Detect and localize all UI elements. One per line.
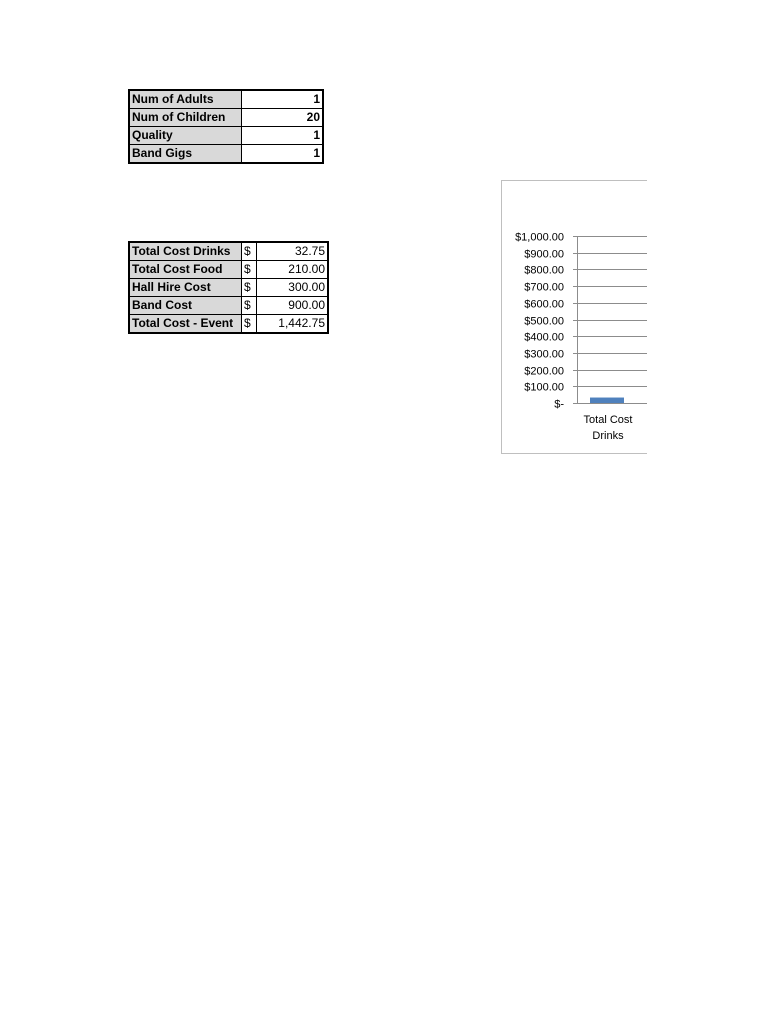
- y-tick-label: $300.00: [524, 348, 564, 361]
- row-value[interactable]: 20: [242, 109, 324, 127]
- row-label[interactable]: Hall Hire Cost: [129, 279, 242, 297]
- table-row: [129, 242, 328, 261]
- row-label[interactable]: Band Cost: [129, 297, 242, 315]
- table-row: [129, 90, 323, 109]
- row-label[interactable]: Total Cost Drinks: [129, 242, 242, 261]
- currency-symbol[interactable]: $: [242, 261, 257, 279]
- bar-total-cost-drinks: [590, 398, 624, 403]
- table-row: [129, 127, 323, 145]
- table-row: [129, 145, 323, 164]
- cost-chart[interactable]: [501, 180, 647, 454]
- y-tick-label: $700.00: [524, 281, 564, 294]
- y-tick-label: $-: [554, 398, 564, 411]
- y-tick-label: $900.00: [524, 248, 564, 261]
- table-row: [129, 279, 328, 297]
- y-tick-label: $100.00: [524, 381, 564, 394]
- y-tick-label: $600.00: [524, 298, 564, 311]
- y-tick-label: $400.00: [524, 331, 564, 344]
- x-category-label: Total Cost: [583, 414, 633, 426]
- row-amount[interactable]: 32.75: [257, 242, 329, 261]
- costs-table: [128, 241, 329, 334]
- row-label[interactable]: Num of Children: [129, 109, 242, 127]
- table-row: [129, 297, 328, 315]
- currency-symbol[interactable]: $: [242, 315, 257, 334]
- chart-canvas: [502, 181, 647, 453]
- row-value[interactable]: 1: [242, 90, 324, 109]
- table-row: [129, 109, 323, 127]
- row-amount[interactable]: 300.00: [257, 279, 329, 297]
- inputs-table: [128, 89, 324, 164]
- row-value[interactable]: 1: [242, 127, 324, 145]
- row-value[interactable]: 1: [242, 145, 324, 164]
- y-tick-label: $800.00: [524, 264, 564, 277]
- y-tick-label: $200.00: [524, 365, 564, 378]
- table-row: [129, 261, 328, 279]
- row-label[interactable]: Quality: [129, 127, 242, 145]
- row-label[interactable]: Total Cost - Event: [129, 315, 242, 334]
- x-category-label: Drinks: [592, 430, 624, 442]
- row-amount[interactable]: 1,442.75: [257, 315, 329, 334]
- row-label[interactable]: Total Cost Food: [129, 261, 242, 279]
- currency-symbol[interactable]: $: [242, 242, 257, 261]
- currency-symbol[interactable]: $: [242, 279, 257, 297]
- y-tick-label: $500.00: [524, 315, 564, 328]
- row-label[interactable]: Band Gigs: [129, 145, 242, 164]
- currency-symbol[interactable]: $: [242, 297, 257, 315]
- row-amount[interactable]: 210.00: [257, 261, 329, 279]
- y-tick-label: $1,000.00: [515, 231, 564, 244]
- table-row: [129, 315, 328, 334]
- row-amount[interactable]: 900.00: [257, 297, 329, 315]
- row-label[interactable]: Num of Adults: [129, 90, 242, 109]
